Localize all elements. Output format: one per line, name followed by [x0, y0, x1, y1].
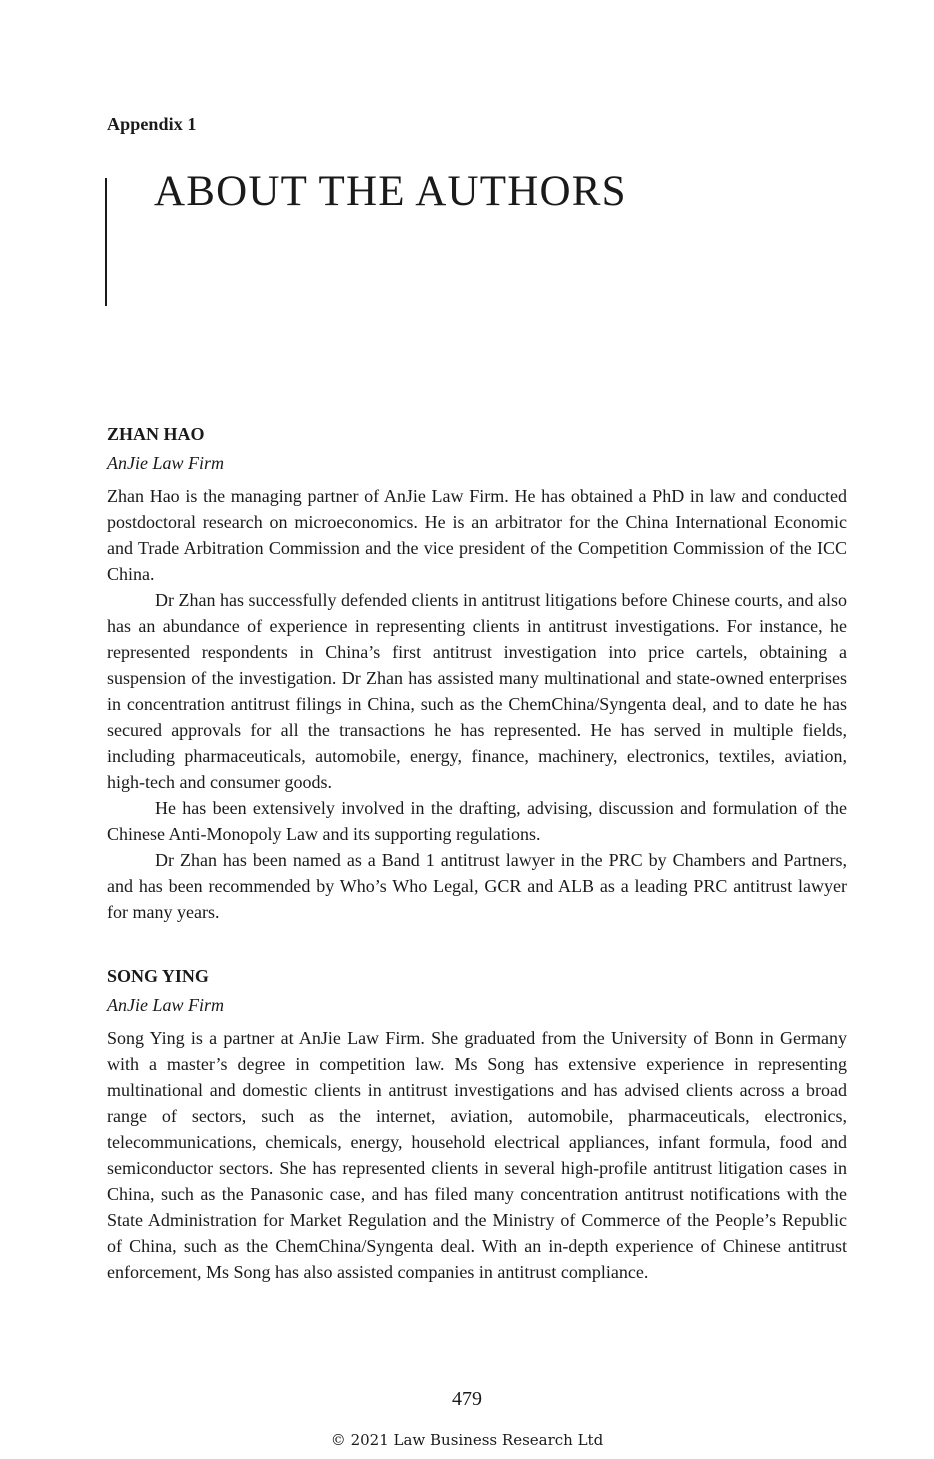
copyright-notice: © 2021 Law Business Research Ltd: [330, 1431, 604, 1449]
page-title: ABOUT THE AUTHORS: [154, 168, 627, 215]
author-firm: AnJie Law Firm: [107, 453, 224, 473]
author-firm: AnJie Law Firm: [107, 995, 224, 1015]
author-name: SONG YING: [107, 966, 209, 986]
author-section-song-ying: [107, 961, 847, 1285]
bio-paragraph: Song Ying is a partner at AnJie Law Firm. She graduated from the University of Bonn in Germany with a master’s degree in competition law. Ms Song has extensive experience in representing multinational and domestic clients in antitrust investigations and has advised clients across a broad range of sectors, such as the internet, aviation, automobile, pharmaceuticals, electronics, telecommunications, chemicals, energy, household electrical appliances, infant formula, food and semiconductor sectors. She has represented clients in several high-profile antitrust litigation cases in China, such as the Panasonic case, and has filed many concentration antitrust notifications with the State Administration for Market Regulation and the Ministry of Commerce of the People’s Republic of China, such as the ChemChina/Syngenta deal. With an in-depth experience of Chinese antitrust enforcement, Ms Song has also assisted companies in antitrust compliance.: [107, 1028, 847, 1282]
bio-paragraph: Dr Zhan has successfully defended clients in antitrust litigations before Chinese courts, and also has an abundance of experience in representing clients in antitrust investigations. For instance, he represented respondents in China’s first antitrust investigation into price cartels, obtaining a suspension of the investigation. Dr Zhan has assisted many multinational and state-owned enterprises in concentration antitrust filings in China, such as the ChemChina/Syngenta deal, and to date he has secured approvals for all the transactions he has represented. He has served in multiple fields, including pharmaceuticals, automobile, energy, finance, machinery, electronics, textiles, aviation, high-tech and consumer goods.: [107, 590, 847, 792]
bio-paragraph: Dr Zhan has been named as a Band 1 antitrust lawyer in the PRC by Chambers and Partners, and has been recommended by Who’s Who Legal, GCR and ALB as a leading PRC antitrust lawyer for many years.: [107, 850, 847, 922]
author-name: ZHAN HAO: [107, 424, 205, 444]
bio-paragraph: He has been extensively involved in the drafting, advising, discussion and formulation of the Chinese Anti-Monopoly Law and its supporting regulations.: [107, 798, 847, 844]
page-number: 479: [452, 1388, 482, 1410]
bio-paragraph: Zhan Hao is the managing partner of AnJie Law Firm. He has obtained a PhD in law and conducted postdoctoral research on microeconomics. He is an arbitrator for the China International Economic and Trade Arbitration Commission and the vice president of the Competition Commission of the ICC China.: [107, 486, 847, 584]
appendix-label: Appendix 1: [107, 114, 197, 134]
title-rule: [105, 178, 107, 306]
author-section-zhan-hao: [107, 419, 847, 925]
